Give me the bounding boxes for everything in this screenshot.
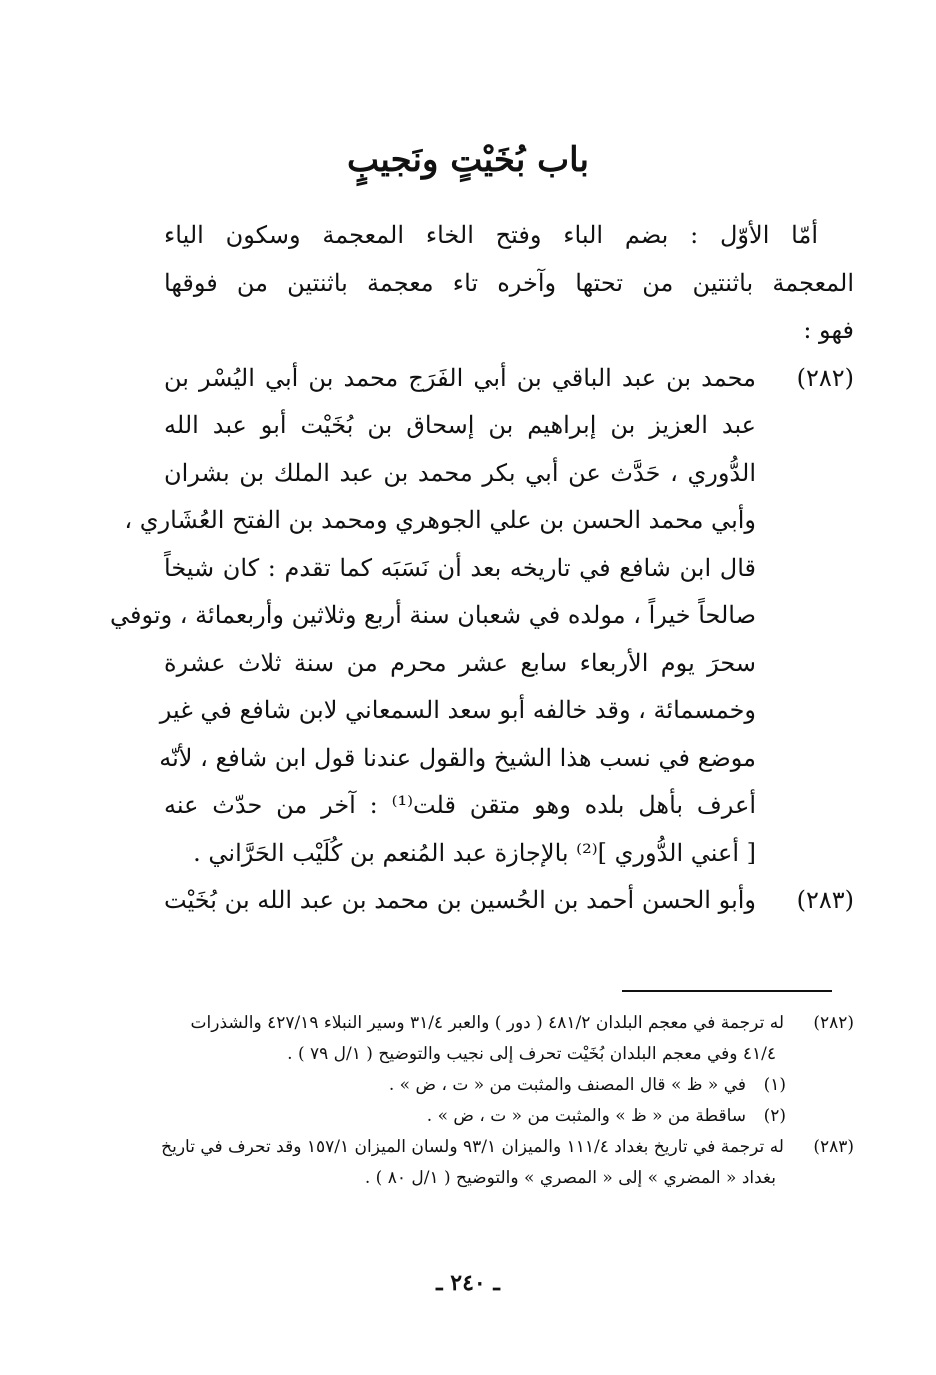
entry-line: وأبو الحسن أحمد بن الحُسين بن محمد بن عبد الله بن بُخَيْت: [164, 886, 756, 914]
entry-line: قال ابن شافع في تاريخه بعد أن نَسَبَه كما تقدم : كان شيخاً: [164, 553, 756, 582]
intro-line: أمّا الأوّل : بضم الباء وفتح الخاء المعجمة وسكون الياء: [164, 221, 818, 249]
footnote-number: (١): [763, 1075, 786, 1095]
main-text: [110, 212, 854, 925]
entry-line: وخمسمائة ، وقد خالفه أبو سعد السمعاني لابن شافع في غير: [159, 696, 756, 724]
footnote: [84, 1101, 854, 1132]
footnote: [84, 1070, 854, 1101]
entry-line: الدُّوري ، حَدَّث عن أبي بكر محمد بن عبد الملك بن بشران: [164, 458, 756, 487]
entry-282: [110, 355, 854, 878]
footnote-number: (٢٨٣): [813, 1137, 854, 1157]
entry-line: أعرف بأهل بلده وهو متقن قلت⁽¹⁾ : آخر من حدّث عنه: [164, 791, 757, 819]
entry-number: (٢٨٣): [796, 886, 854, 914]
entry-283: [164, 877, 854, 925]
entry-line: عبد العزيز بن إبراهيم بن إسحاق بن بُخَيْت أبو عبد الله: [164, 411, 756, 439]
footnotes: [84, 1008, 854, 1194]
footnote-text: ساقطة من « ظ » والمثبت من « ت ، ض » .: [426, 1106, 746, 1126]
entry-line: [ أعني الدُّوري ]⁽²⁾ بالإجازة عبد المُنعم بن كُلَيْب الحَرَّاني .: [193, 838, 756, 867]
entry-line: وأبي محمد الحسن بن علي الجوهري ومحمد بن الفتح العُشَاري ،: [124, 506, 756, 534]
footnote-text: في « ظ » قال المصنف والمثبت من « ت ، ض » .: [388, 1075, 746, 1095]
footnote-text: له ترجمة في تاريخ بغداد ١١١/٤ والميزان ٩٣/١ ولسان الميزان ١٥٧/١ وقد تحرف في تاريخ: [161, 1137, 784, 1157]
footnote-text: بغداد « المضري » إلى « المصري » والتوضيح ( ١/ل ٨٠ ) .: [364, 1168, 776, 1188]
footnote: [84, 1132, 854, 1163]
entry-line: موضع في نسب هذا الشيخ والقول عندنا قول ابن شافع ، لأنّه: [159, 743, 756, 772]
footnote: [84, 1008, 854, 1039]
page-number: ـ ٢٤٠ ـ: [436, 1270, 500, 1296]
entry-line: صالحاً خيراً ، مولده في شعبان سنة أربع وثلاثين وأربعمائة ، وتوفي: [110, 601, 756, 629]
entry-line: محمد بن عبد الباقي بن أبي الفَرَج محمد بن أبي اليُسْر بن: [164, 363, 756, 392]
footnote-number: (٢٨٢): [813, 1013, 854, 1033]
footnote-text: ٤١/٤ وفي معجم البلدان بُخَيْت تحرف إلى نجيب والتوضيح ( ١/ل ٧٩ ) .: [287, 1044, 776, 1064]
footnote-text: له ترجمة في معجم البلدان ٤٨١/٢ ( دور ) والعبر ٣١/٤ وسير النبلاء ٤٢٧/١٩ والشذرات: [190, 1013, 784, 1033]
footnote-divider: [622, 990, 832, 992]
footnote-number: (٢): [763, 1106, 786, 1126]
intro-line: فهو :: [803, 316, 854, 344]
entry-number: (٢٨٢): [796, 363, 854, 392]
chapter-title: باب بُخَيْتٍ ونَجيبٍ: [346, 140, 590, 180]
intro-line: المعجمة باثنتين من تحتها وآخره تاء معجمة باثنتين من فوقها: [164, 268, 854, 297]
entry-line: سحرَ يوم الأربعاء سابع عشر محرم من سنة ثلاث عشرة: [164, 648, 756, 677]
